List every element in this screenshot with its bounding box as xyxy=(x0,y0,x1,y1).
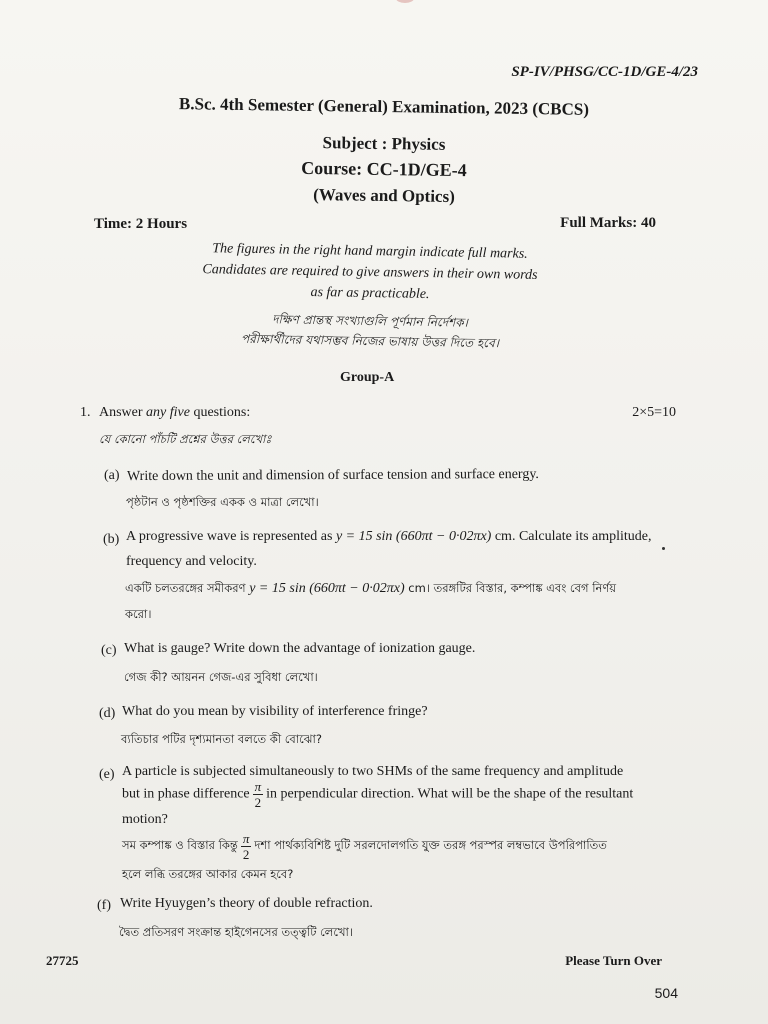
part-b-text-bn-line2: করো। xyxy=(125,607,152,621)
part-e-text-bn-line2: হলে লব্ধি তরঙ্গের আকার কেমন হবে? xyxy=(122,867,294,881)
part-b-text-line1 xyxy=(126,529,652,545)
part-f-label: (f) xyxy=(97,898,111,913)
red-mark-decoration xyxy=(396,0,414,3)
part-b-text-line2: frequency and velocity. xyxy=(126,554,257,569)
fraction-numerator: π xyxy=(254,779,262,794)
part-c-text: What is gauge? Write down the advantage of ionization gauge. xyxy=(124,641,476,656)
question-prompt-suffix: questions: xyxy=(189,405,251,420)
footer-code: 27725 xyxy=(46,953,79,968)
part-b-text-bn-line1 xyxy=(125,580,616,599)
exam-title: B.Sc. 4th Semester (General) Examination, 2023 (CBCS) xyxy=(178,94,590,119)
instruction-bn-1: দক্ষিণ প্রান্তস্থ সংখ্যাগুলি পূর্ণমান নির্দেশক। xyxy=(272,312,469,330)
part-f-text: Write Hyuygen’s theory of double refraction. xyxy=(120,896,373,911)
part-d-text: What do you mean by visibility of interference fringe? xyxy=(122,704,428,719)
part-a-text: Write down the unit and dimension of surface tension and surface energy. xyxy=(126,466,539,485)
part-a-text-bn: পৃষ্ঠটান ও পৃষ্ঠশক্তির একক ও মাত্রা লেখো। xyxy=(126,495,319,509)
part-b-bn-pre: একটি চলতরঙ্গের সমীকরণ xyxy=(125,581,250,595)
question-prompt xyxy=(99,405,250,421)
part-d-text-bn: ব্যতিচার পটির দৃশ্যমানতা বলতে কী বোঝো? xyxy=(121,732,322,746)
part-e-bn-post: দশা পার্থক্যবিশিষ্ট দুটি সরলদোলগতি যুক্ত তরঙ্গ পরস্পর লম্বভাবে উপরিপাতিত xyxy=(254,838,607,852)
part-e-text-line2 xyxy=(122,780,633,809)
part-e-text-pre: but in phase difference xyxy=(122,786,250,802)
paper-code: SP-IV/PHSG/CC-1D/GE-4/23 xyxy=(511,64,698,80)
course-line: Course: CC-1D/GE-4 xyxy=(301,157,467,181)
question-marks: 2×5=10 xyxy=(632,405,676,420)
fraction-denominator-bn: 2 xyxy=(242,847,250,862)
phase-fraction-bn xyxy=(241,832,252,861)
full-marks: Full Marks: 40 xyxy=(560,215,656,231)
part-b-label: (b) xyxy=(103,532,120,547)
part-b-bn-post: cm। তরঙ্গটির বিস্তার, কম্পাঙ্ক এবং বেগ নির্ণয় xyxy=(404,581,617,595)
stray-dot xyxy=(662,547,665,550)
part-e-text-line3: motion? xyxy=(122,812,168,827)
part-b-equation: y = 15 sin (660πt − 0·02πx) xyxy=(335,529,492,544)
instruction-en-3: as far as practicable. xyxy=(310,284,430,303)
part-f-text-bn: দ্বৈত প্রতিসরণ সংক্রান্ত হাইগেনসের তত্ত্বটি লেখো। xyxy=(119,925,353,939)
subject-line: Subject : Physics xyxy=(322,133,446,154)
instruction-bn-2: পরীক্ষার্থীদের যথাসম্ভব নিজের ভাষায় উত্তর দিতে হবে। xyxy=(240,331,500,351)
part-b-bn-equation: y = 15 sin (660πt − 0·02πx) xyxy=(249,581,405,596)
part-c-label: (c) xyxy=(101,643,117,658)
phase-fraction xyxy=(253,780,264,809)
part-b-text-pre: A progressive wave is represented as xyxy=(126,529,336,544)
page-number: 504 xyxy=(654,985,678,1001)
question-number: 1. xyxy=(80,405,91,420)
part-b-text-post: cm. Calculate its amplitude, xyxy=(491,529,652,544)
time-allowed: Time: 2 Hours xyxy=(94,216,188,232)
part-a-label: (a) xyxy=(104,468,120,483)
fraction-denominator: 2 xyxy=(254,795,262,810)
fraction-numerator-bn: π xyxy=(242,831,250,846)
question-prompt-bn: যে কোনো পাঁচটি প্রশ্নের উত্তর লেখোঃ xyxy=(99,432,272,446)
part-e-text-line1: A particle is subjected simultaneously to two SHMs of the same frequency and amplitude xyxy=(122,764,624,779)
part-e-text-post: in perpendicular direction. What will be the shape of the resultant xyxy=(266,786,634,802)
part-d-label: (d) xyxy=(99,706,116,721)
question-prompt-prefix: Answer xyxy=(99,405,147,420)
part-e-text-bn-line1 xyxy=(122,832,607,861)
part-e-bn-pre: সম কম্পাঙ্ক ও বিস্তার কিন্তু xyxy=(122,838,238,852)
paper-name: (Waves and Optics) xyxy=(313,185,455,206)
please-turn-over: Please Turn Over xyxy=(565,953,662,968)
part-c-text-bn: গেজ কী? আয়নন গেজ-এর সুবিধা লেখো। xyxy=(124,670,318,684)
question-prompt-emphasis: any five xyxy=(146,405,190,420)
instruction-en-2: Candidates are required to give answers in their own words xyxy=(202,262,538,283)
group-title: Group-A xyxy=(340,370,395,385)
instruction-en-1: The figures in the right hand margin indicate full marks. xyxy=(212,241,528,262)
part-e-label: (e) xyxy=(99,767,115,782)
